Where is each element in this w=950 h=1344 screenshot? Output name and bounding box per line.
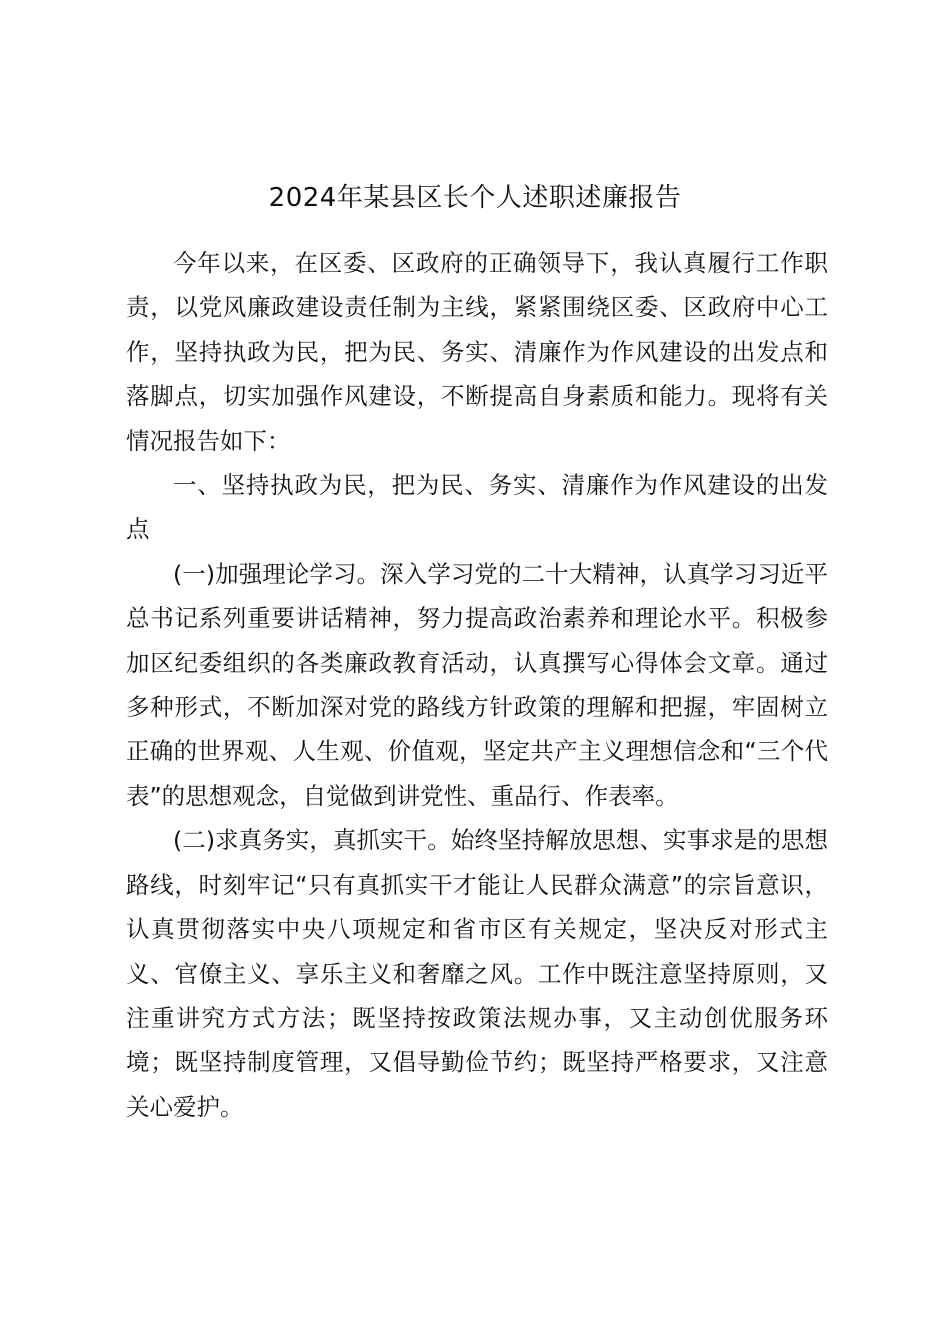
paragraph-theory-study: (一)加强理论学习。深入学习党的二十大精神，认真学习习近平总书记系列重要讲话精神，努力提高政治素养和理论水平。积极参加区纪委组织的各类廉政教育活动，认真撰写心得体会文章。通过多种形式，不断加深对党的路线方针政策的理解和把握，牢固树立正确的世界观、人生观、价值观，坚定共产主义理想信念和“三个代表”的思想观念，自觉做到讲党性、重品行、作表率。 bbox=[126, 559, 828, 810]
paragraph-intro: 今年以来，在区委、区政府的正确领导下，我认真履行工作职责，以党风廉政建设责任制为主线，紧紧围绕区委、区政府中心工作，坚持执政为民，把为民、务实、清廉作为作风建设的出发点和落脚点，切实加强作风建设，不断提高自身素质和能力。现将有关情况报告如下： bbox=[126, 249, 828, 455]
document-body bbox=[126, 241, 828, 1129]
document-title: 2024年某县区长个人述职述廉报告 bbox=[268, 183, 682, 213]
section-heading-1: 一、坚持执政为民，把为民、务实、清廉作为作风建设的出发点 bbox=[126, 471, 828, 544]
paragraph-practical-work: (二)求真务实，真抓实干。始终坚持解放思想、实事求是的思想路线，时刻牢记“只有真抓实干才能让人民群众满意”的宗旨意识，认真贯彻落实中央八项规定和省市区有关规定，坚决反对形式主义、官僚主义、享乐主义和奢靡之风。工作中既注意坚持原则，又注重讲究方式方法；既坚持按政策法规办事，又主动创优服务环境；既坚持制度管理，又倡导勤俭节约；既坚持严格要求，又注意关心爱护。 bbox=[126, 826, 828, 1121]
